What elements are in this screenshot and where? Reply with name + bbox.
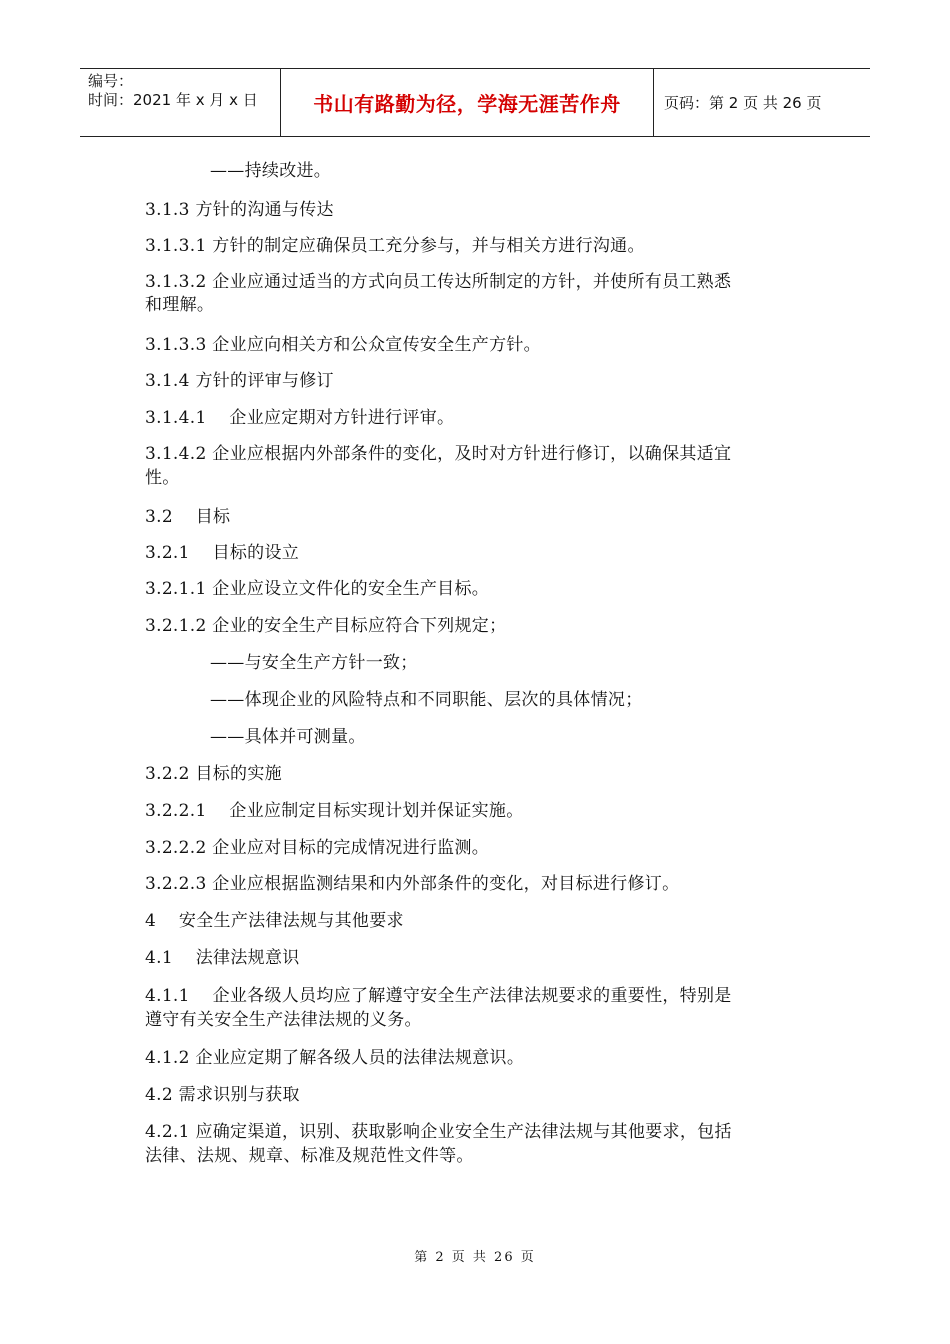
section-heading: 3.2 目标 (145, 507, 231, 527)
body-line: 4.2.1 应确定渠道，识别、获取影响企业安全生产法律法规与其他要求，包括 (145, 1122, 732, 1142)
body-line: 遵守有关安全生产法律法规的义务。 (145, 1010, 422, 1030)
body-line: 和理解。 (145, 295, 215, 315)
body-line: 性。 (145, 468, 180, 488)
document-date: 时间：2021 年 x 月 x 日 (88, 91, 258, 109)
body-line: 3.1.4.1 企业应定期对方针进行评审。 (145, 408, 455, 428)
section-heading: 3.1.3 方针的沟通与传达 (145, 200, 334, 220)
section-heading: 3.2.1 目标的设立 (145, 543, 300, 563)
header-motto: 书山有路勤为径，学海无涯苦作舟 (281, 69, 654, 136)
body-line: 3.2.2.1 企业应制定目标实现计划并保证实施。 (145, 801, 524, 821)
body-line: 3.2.2.3 企业应根据监测结果和内外部条件的变化，对目标进行修订。 (145, 874, 680, 894)
list-item: ——体现企业的风险特点和不同职能、层次的具体情况； (210, 690, 643, 710)
header-page-info: 页码：第 2 页 共 26 页 (664, 94, 822, 112)
list-item: ——具体并可测量。 (210, 727, 366, 747)
chapter-heading: 4 安全生产法律法规与其他要求 (145, 911, 404, 931)
body-line: 4.1.2 企业应定期了解各级人员的法律法规意识。 (145, 1048, 525, 1068)
document-number-label: 编号： (88, 72, 134, 90)
body-line: ——持续改进。 (210, 161, 332, 181)
body-line: 3.2.2.2 企业应对目标的完成情况进行监测。 (145, 838, 490, 858)
body-line: 3.2.1.1 企业应设立文件化的安全生产目标。 (145, 579, 490, 599)
header-meta (80, 69, 281, 136)
body-line: 4.1.1 企业各级人员均应了解遵守安全生产法律法规要求的重要性，特别是 (145, 986, 732, 1006)
body-line: 3.2.1.2 企业的安全生产目标应符合下列规定； (145, 616, 507, 636)
body-line: 3.1.4.2 企业应根据内外部条件的变化，及时对方针进行修订，以确保其适宜 (145, 444, 732, 464)
section-heading: 3.1.4 方针的评审与修订 (145, 371, 334, 391)
body-line: 3.1.3.1 方针的制定应确保员工充分参与，并与相关方进行沟通。 (145, 236, 645, 256)
body-line: 3.1.3.3 企业应向相关方和公众宣传安全生产方针。 (145, 335, 541, 355)
body-line: 法律、法规、规章、标准及规范性文件等。 (145, 1146, 474, 1166)
section-heading: 4.1 法律法规意识 (145, 948, 300, 968)
section-heading: 4.2 需求识别与获取 (145, 1085, 300, 1105)
body-line: 3.1.3.2 企业应通过适当的方式向员工传达所制定的方针，并使所有员工熟悉 (145, 272, 732, 292)
page-footer: 第 2 页 共 26 页 (414, 1250, 536, 1265)
page-header (80, 68, 870, 137)
list-item: ——与安全生产方针一致； (210, 653, 418, 673)
section-heading: 3.2.2 目标的实施 (145, 764, 282, 784)
